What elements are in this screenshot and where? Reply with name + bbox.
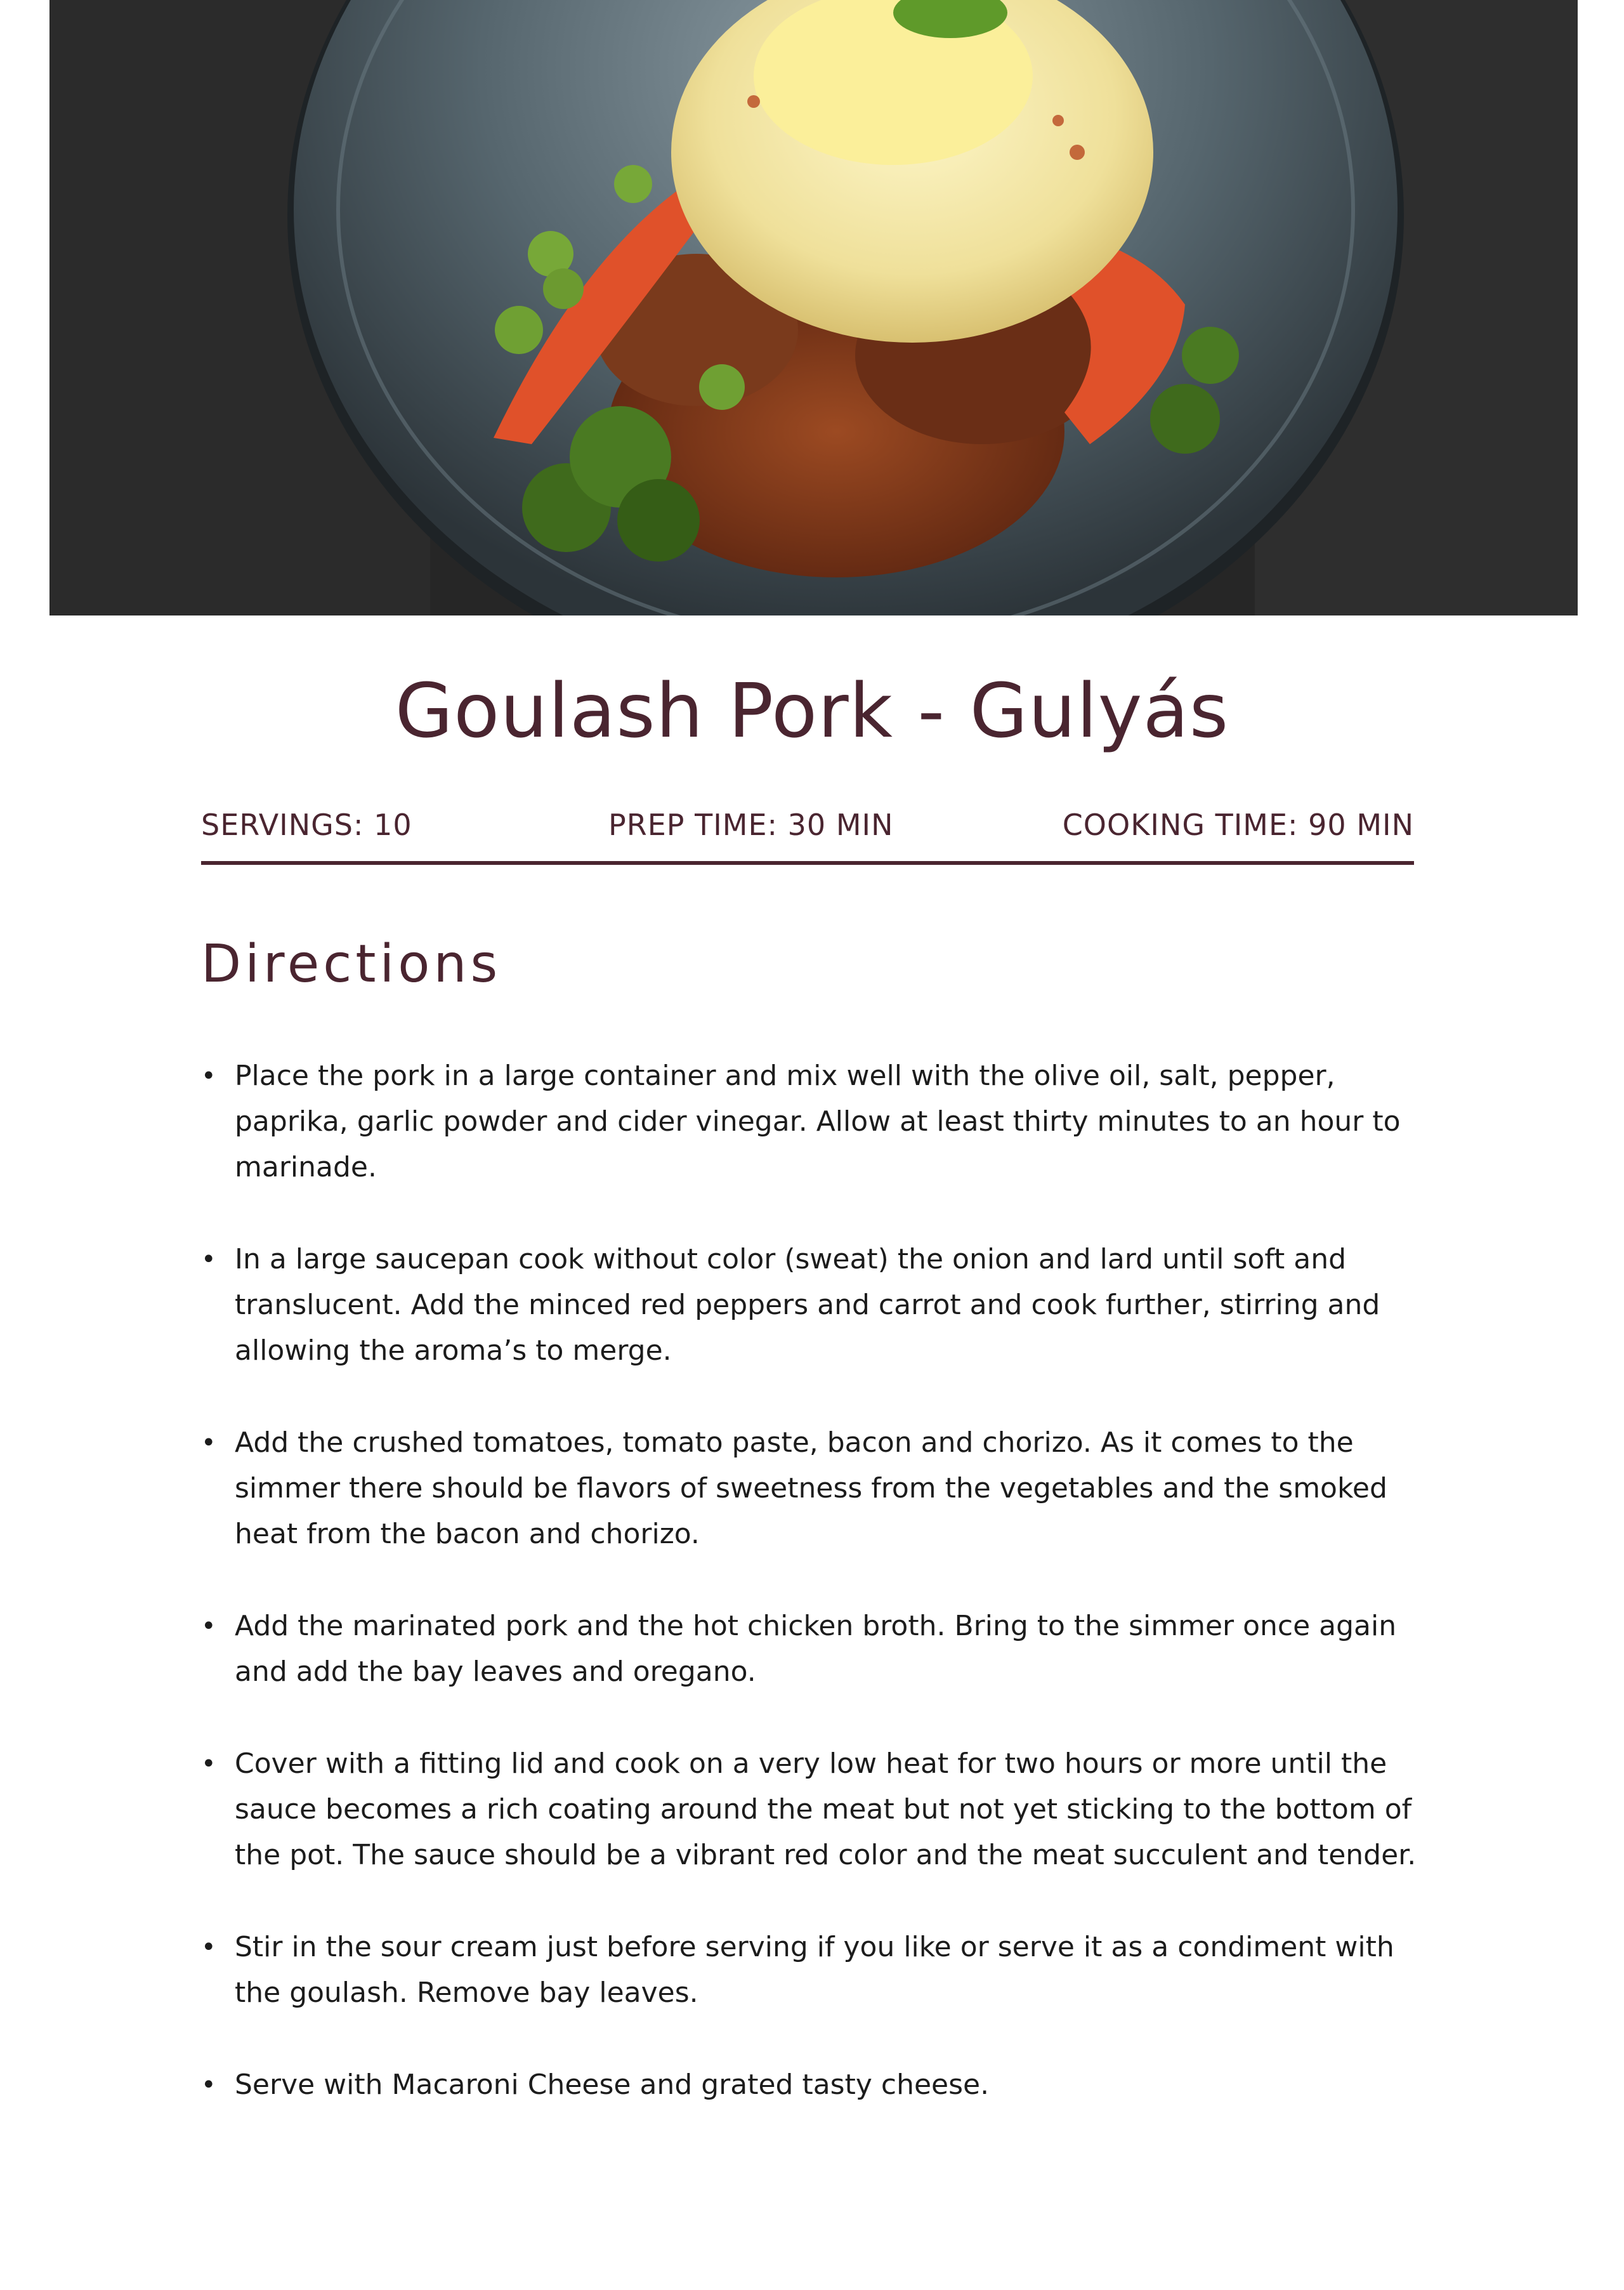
direction-step	[201, 2062, 1438, 2108]
cooking-time-label: COOKING TIME: 90 MIN	[1062, 808, 1414, 842]
direction-step-text: Stir in the sour cream just before serving if you like or serve it as a condiment with the goulash. Remove bay leaves.	[235, 1931, 1394, 2009]
direction-step	[201, 1053, 1438, 1190]
bullet-icon: •	[201, 1428, 216, 1458]
bullet-icon: •	[201, 1933, 216, 1962]
direction-step	[201, 1420, 1438, 1557]
direction-step	[201, 1741, 1438, 1878]
recipe-meta	[201, 803, 1414, 853]
bullet-icon: •	[201, 1749, 216, 1779]
direction-step	[201, 1925, 1438, 2016]
direction-step-text: Add the crushed tomatoes, tomato paste, bacon and chorizo. As it comes to the simmer there should be flavors of sweetness from the vegetables and the smoked heat from the bacon and chorizo.	[235, 1426, 1387, 1550]
direction-step	[201, 1603, 1438, 1695]
bullet-icon: •	[201, 1062, 216, 1091]
hero-image	[49, 0, 1578, 615]
recipe-title: Goulash Pork - Gulyás	[395, 667, 1229, 754]
goulash-plate-photo	[49, 0, 1578, 615]
direction-step-text: Add the marinated pork and the hot chicken broth. Bring to the simmer once again and add the bay leaves and oregano.	[235, 1610, 1397, 1688]
direction-step-text: Serve with Macaroni Cheese and grated tasty cheese.	[235, 2069, 990, 2101]
direction-step	[201, 1237, 1438, 1374]
bullet-icon: •	[201, 2070, 216, 2100]
direction-step-text: Place the pork in a large container and mix well with the olive oil, salt, pepper, paprika, garlic powder and cider vinegar. Allow at least thirty minutes to an hour to marinade.	[235, 1060, 1401, 1183]
directions-list	[201, 1053, 1438, 2154]
divider	[201, 861, 1414, 865]
prep-time-label: PREP TIME: 30 MIN	[608, 808, 894, 842]
direction-step-text: In a large saucepan cook without color (sweat) the onion and lard until soft and translucent. Add the minced red peppers and carrot and cook further, stirring and allowing the aroma’s to merge.	[235, 1243, 1380, 1367]
bullet-icon: •	[201, 1612, 216, 1641]
servings-label: SERVINGS: 10	[201, 808, 412, 842]
directions-heading: Directions	[201, 934, 502, 994]
bullet-icon: •	[201, 1245, 216, 1274]
direction-step-text: Cover with a fitting lid and cook on a very low heat for two hours or more until the sauce becomes a rich coating around the meat but not yet sticking to the bottom of the pot. The sauce should be a vibrant red color and the meat succulent and tender.	[235, 1747, 1417, 1871]
